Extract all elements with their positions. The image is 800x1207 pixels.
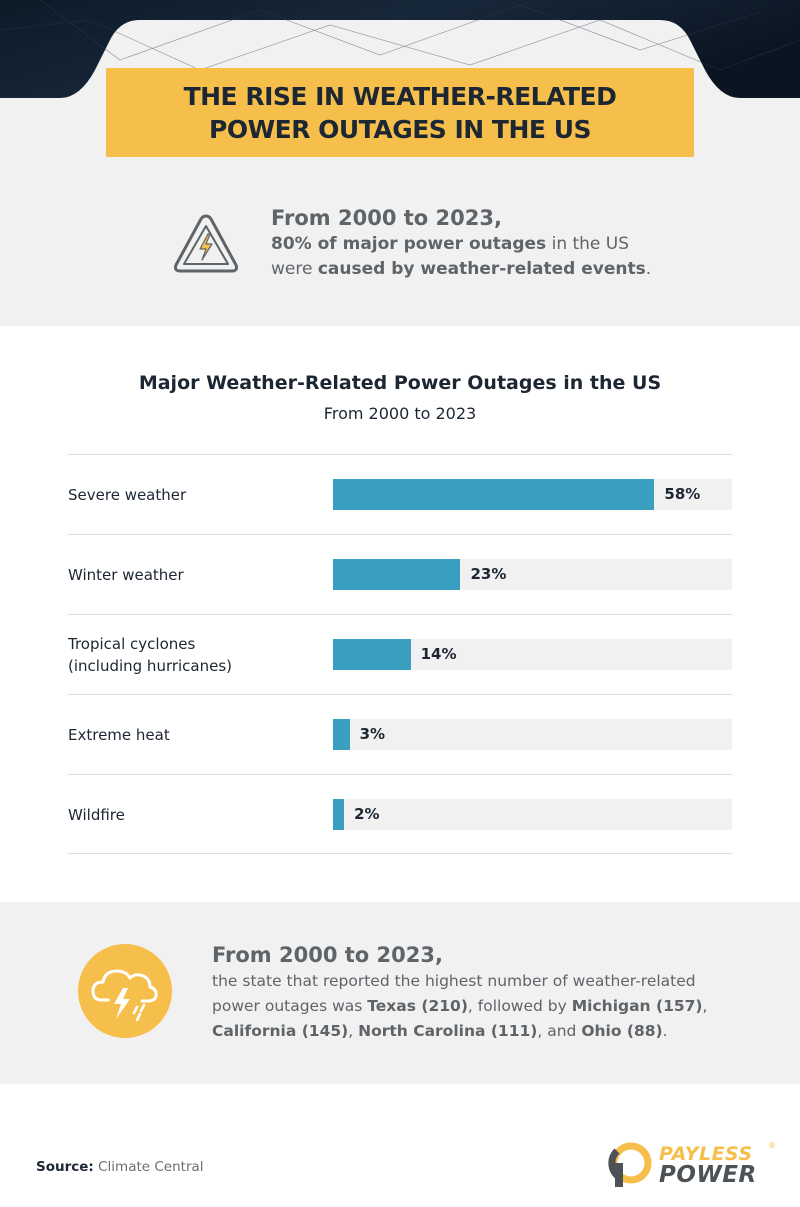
bottom-stat-post-2: , <box>702 997 708 1015</box>
top-stat-pre-2: were <box>271 259 318 279</box>
bottom-stat-text <box>212 941 772 1044</box>
top-stat-post-2: . <box>645 259 652 279</box>
bar-track <box>333 479 732 510</box>
bar <box>333 799 344 830</box>
category-label: Wildfire <box>68 806 125 824</box>
bottom-stat-line-2 <box>212 994 772 1019</box>
value-label: 58% <box>664 485 701 503</box>
top-stat-bold-1: 80% of major power outages <box>271 234 547 254</box>
header-section <box>0 0 800 326</box>
title-line-1: THE RISE IN WEATHER-RELATED <box>183 81 617 111</box>
title-line-2: POWER OUTAGES IN THE US <box>209 114 591 144</box>
bottom-stat-line-3 <box>212 1019 772 1044</box>
top-stat-text <box>271 204 691 282</box>
top-stat-line-2 <box>271 257 691 282</box>
logo-registered-mark: ® <box>768 1141 776 1150</box>
top-stat-heading: From 2000 to 2023, <box>271 206 502 230</box>
bar <box>333 639 411 670</box>
source-label: Source: <box>36 1159 94 1175</box>
title-banner <box>106 68 694 157</box>
category-label: Winter weather <box>68 566 184 584</box>
chart-row <box>68 614 732 694</box>
bottom-stat-sep-1: , <box>348 1022 359 1040</box>
category-label: Severe weather <box>68 486 187 504</box>
bottom-stat-sep-2: , and <box>537 1022 582 1040</box>
bar <box>333 479 654 510</box>
chart-title: Major Weather-Related Power Outages in the US <box>138 372 662 394</box>
bar-track <box>333 719 732 750</box>
chart-row <box>68 694 732 774</box>
top-stat-rest-1: in the US <box>546 234 630 254</box>
bottom-stat-pre-2: power outages was <box>212 997 368 1015</box>
value-label: 3% <box>359 725 386 743</box>
bottom-stat-california: California (145) <box>212 1022 349 1040</box>
bottom-stat-ohio: Ohio (88) <box>581 1022 663 1040</box>
top-stat-line-1 <box>271 232 691 257</box>
bar-chart <box>68 454 732 854</box>
logo-word-power: POWER <box>659 1162 757 1188</box>
bar-track <box>333 559 732 590</box>
bottom-stat-north-carolina: North Carolina (111) <box>358 1022 538 1040</box>
category-label: Extreme heat <box>68 726 170 744</box>
top-stat-bold-2: caused by weather-related events <box>317 259 646 279</box>
logo-word-payless: PAYLESS <box>659 1143 753 1165</box>
bottom-stat-line-1: the state that reported the highest number of weather-related <box>212 972 696 990</box>
payless-power-logo <box>607 1141 777 1189</box>
bottom-stat-mid-2: , followed by <box>467 997 572 1015</box>
value-label: 14% <box>420 645 457 663</box>
source-value: Climate Central <box>93 1159 204 1175</box>
bar <box>333 719 350 750</box>
bar-track <box>333 639 732 670</box>
bottom-stat-texas: Texas (210) <box>367 997 468 1015</box>
bottom-stat-michigan: Michigan (157) <box>571 997 703 1015</box>
value-label: 2% <box>354 805 380 823</box>
storm-cloud-icon <box>78 944 172 1038</box>
bar-track <box>333 799 732 830</box>
chart-row <box>68 534 732 614</box>
category-label: Tropical cyclones (including hurricanes) <box>68 635 233 675</box>
chart-subtitle: From 2000 to 2023 <box>323 404 477 423</box>
warning-lightning-icon <box>172 212 240 276</box>
bottom-stat-post-3: . <box>662 1022 668 1040</box>
value-label: 23% <box>470 565 507 583</box>
logo-mark-icon <box>607 1141 655 1189</box>
chart-row <box>68 454 732 534</box>
bottom-stat-heading: From 2000 to 2023, <box>212 943 443 967</box>
bar <box>333 559 460 590</box>
source-note <box>36 1159 204 1175</box>
chart-row <box>68 774 732 854</box>
